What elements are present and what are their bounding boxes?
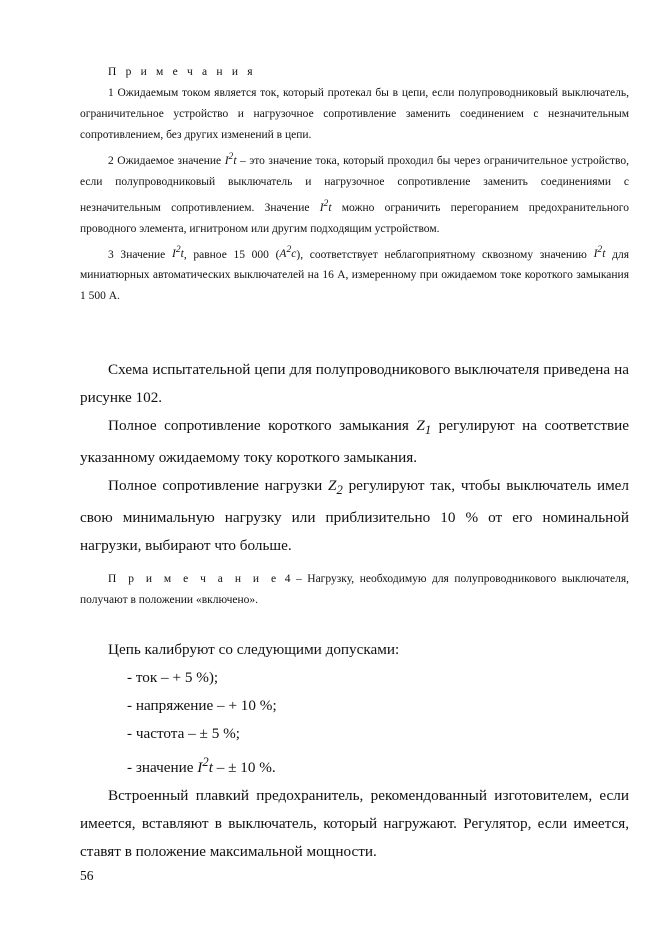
i2t-symbol: $I^2t$	[593, 244, 606, 261]
z1-symbol: $Z_1$	[416, 417, 432, 438]
note-3	[80, 240, 629, 308]
tolerance-item-i2t: - значение $I^2t$ – ± 10 %.	[127, 755, 276, 777]
page-number: 56	[80, 868, 94, 883]
calibration-intro: Цепь калибруют со следующими допусками:	[108, 641, 400, 658]
i2t-symbol: $I^2t$	[319, 197, 332, 214]
note-3-text-d: для миниатюрных автоматических выключателей на 16 А, измеренному при ожидаемом токе короткого замыкания 1 500 А.	[80, 248, 629, 303]
notes-heading: П р и м е ч а н и я	[108, 66, 256, 78]
note-2-text-b: – это значение тока, который проходил бы через ограничительное устройство, если полупроводниковый выключатель и нагрузочное сопротивление заменить соединениями с незначительным сопротивлением. Значение	[80, 154, 629, 214]
note-2-text-a: 2 Ожидаемое значение	[108, 154, 225, 167]
z2-symbol: $Z_2$	[328, 477, 343, 498]
i2t-symbol: $I^2t$	[224, 151, 237, 167]
note-1: 1 Ожидаемым током является ток, который протекал бы в цепи, если полупроводниковый выключатель, ограничительное устройство и нагрузочное сопротивление заменить соединением с незначительным сопротивлением, без других изменений в цепи.	[80, 87, 629, 141]
i2t-symbol: $I^2t$	[197, 755, 213, 777]
note-2-text-c: можно ограничить перегоранием предохранительного проводного элемента, игнитроном или другим подходящим устройством.	[80, 201, 629, 235]
note-2	[80, 146, 629, 240]
paragraph-fuse: Встроенный плавкий предохранитель, рекомендованный изготовителем, если имеется, вставляют в выключатель, который нагружают. Регулятор, если имеется, ставят в положение максимальной мощности.	[80, 787, 629, 861]
note-3-text-b: , равное 15 000 (	[183, 248, 280, 261]
tolerance-item-current: - ток – + 5 %);	[127, 669, 219, 686]
note-4-label: П р и м е ч а н и е	[108, 573, 280, 585]
main-text-block	[80, 356, 629, 560]
a2c-unit: $A^2c$	[279, 244, 297, 261]
note-4-text: 4 – Нагрузку, необходимую для полупроводникового выключателя, получают в положении «включено».	[80, 573, 629, 606]
paragraph-load-impedance: Полное сопротивление нагрузки $Z_2$ регулируют так, чтобы выключатель имел свою минимальную нагрузку или приблизительно 10 % от его номинальной нагрузки, выбирают что больше.	[80, 477, 629, 555]
i2t-symbol: $I^2t$	[171, 244, 184, 261]
note-3-text-c: ), соответствует неблагоприятному сквозному значению	[296, 248, 594, 261]
paragraph-circuit-scheme: Схема испытательной цепи для полупроводникового выключателя приведена на рисунке 102.	[80, 361, 629, 406]
note-4-block	[80, 569, 629, 611]
paragraph-short-circuit-impedance: Полное сопротивление короткого замыкания $Z_1$ регулируют на соответствие указанному ожидаемому току короткого замыкания.	[80, 417, 630, 467]
tolerance-item-frequency: - частота – ± 5 %;	[127, 725, 240, 742]
note-3-text-a: 3 Значение	[108, 248, 172, 261]
tolerance-item-voltage: - напряжение – + 10 %;	[127, 697, 277, 714]
calibration-block	[80, 636, 629, 866]
note-4	[80, 569, 629, 611]
notes-block	[80, 62, 629, 307]
